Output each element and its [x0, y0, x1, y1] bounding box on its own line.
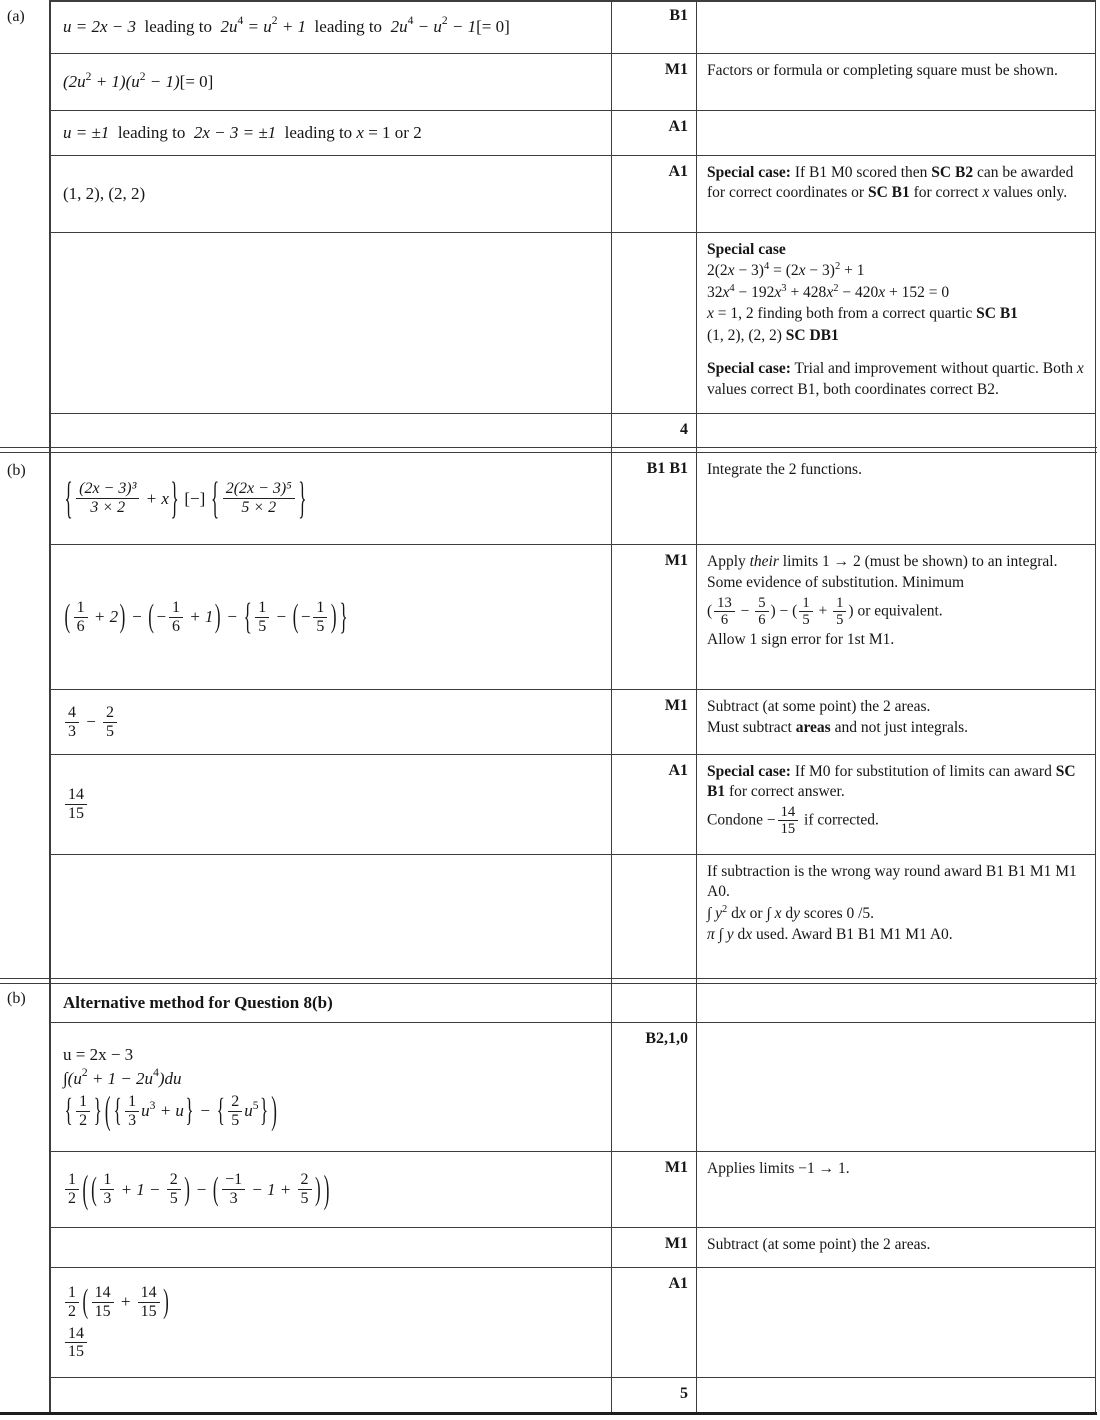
math-line: u = ±1 leading to 2x − 3 = ±1 leading to x = 1 or 2 [63, 123, 422, 142]
marks-cell: B2,1,0 [645, 1030, 688, 1047]
working-cell [50, 233, 612, 413]
marks-column-line [611, 0, 612, 1415]
math-line: $32x^4 - 192x^3 + 428x^2 - 420x + 152 = 0$ [707, 282, 950, 301]
marks-cell: A1 [668, 118, 688, 135]
label-column-line [49, 0, 50, 1415]
notes-cell [697, 1023, 1096, 1151]
notes-cell [697, 545, 1096, 689]
math-line: Special case: If B1 M0 scored then SC B2 can be awarded for correct coordinates or SC B1 for correct x values only. [707, 164, 1074, 202]
table-top-border [50, 0, 1096, 2]
marks-cell [612, 855, 697, 978]
table-row [50, 755, 1096, 855]
working-cell [50, 755, 612, 854]
math-line: $\frac{1}{2}$ ( $\frac{14}{15}$ + $\frac{14}{15}$ ) [63, 1284, 170, 1321]
math-line: (2u 2 + 1)(u 2 − 1) [= 0] [63, 69, 214, 91]
notes-cell [697, 0, 1096, 53]
math-line: Subtract (at some point) the 2 areas. [707, 698, 931, 715]
working-cell [50, 414, 612, 447]
table-row [50, 0, 1096, 54]
math-line: $\frac{14}{15}$ [63, 786, 89, 823]
working-cell [50, 1378, 612, 1415]
alt-method-title-row [50, 984, 1096, 1023]
notes-cell [697, 855, 1096, 978]
math-line: Special case: Trial and improvement without quartic. Both x values correct B1, both coordinates correct B2. [707, 360, 1084, 398]
notes-cell [697, 414, 1096, 447]
part-label-b-alt: (b) [7, 990, 26, 1007]
working-cell [50, 156, 612, 232]
table-row [50, 111, 1096, 156]
working-cell [50, 453, 612, 544]
math-line: Alternative method for Question 8(b) [63, 993, 333, 1012]
table-row [50, 1228, 1096, 1268]
working-cell [50, 545, 612, 689]
marks-cell: A1 [668, 1275, 688, 1292]
math-line [707, 347, 1084, 358]
math-line: { $\frac{\text{(2x − 3)³}}{3 \times 2}$ + x } [−] { $\frac{\text{2(2x − 3)⁵}}{5 \times 2}$ } [64, 473, 307, 523]
section-total-row [50, 1378, 1096, 1415]
table-bottom-border [0, 1412, 1097, 1415]
marks-cell: M1 [664, 1235, 688, 1252]
table-row [50, 855, 1096, 978]
math-line: $\frac{14}{15}$ [63, 1325, 89, 1362]
marks-cell: M1 [664, 552, 688, 569]
marks-cell [612, 984, 697, 1022]
math-line: Some evidence of substitution. Minimum [707, 574, 965, 592]
working-cell [50, 855, 612, 978]
working-cell [50, 0, 612, 53]
notes-cell [697, 755, 1096, 854]
math-line: Integrate the 2 functions. [707, 461, 862, 478]
working-cell [50, 1023, 612, 1151]
math-line: (1, 2), (2, 2) SC DB1 [707, 326, 839, 344]
alt-method-title [50, 984, 612, 1022]
math-line: $\frac{1}{2}$ ( ( $\frac{1}{3}$ + 1 − $\frac{2}{5}$ ) − ( $\frac{-1}{3}$ − 1 + $\frac{2}{5}$ ) ) [63, 1171, 331, 1208]
table-row [50, 1023, 1096, 1152]
table-row [50, 54, 1096, 111]
notes-cell [697, 156, 1096, 232]
marks-cell: M1 [664, 61, 688, 78]
part-label-b: (b) [7, 462, 26, 479]
section-total: 4 [680, 421, 688, 438]
notes-cell [697, 690, 1096, 754]
math-line: ∫ $y^2$ dx or ∫ x dy scores 0 /5. [707, 903, 875, 922]
math-line: Apply their limits 1 → 2 (must be shown) to an integral. [707, 553, 1058, 570]
marks-cell: B1 [669, 7, 688, 24]
math-line: { $\frac{1}{2}$ } ( { $\frac{1}{3}$ u 3 + u } − { $\frac{2}{5}$ u 5 } ) [64, 1088, 277, 1133]
working-cell [50, 111, 612, 155]
math-line: Applies limits −1 → 1. [707, 1160, 850, 1177]
math-line: π ∫ y dx used. Award B1 B1 M1 M1 A0. [707, 926, 953, 944]
math-line: (1, 2), (2, 2) [63, 184, 146, 203]
notes-cell [697, 984, 1096, 1022]
notes-cell [697, 233, 1096, 413]
section-total-row [50, 414, 1096, 447]
math-line: If subtraction is the wrong way round award B1 B1 M1 M1 A0. [707, 863, 1077, 901]
table-right-border [1095, 0, 1096, 1415]
table-row [50, 233, 1096, 414]
marks-cell: A1 [668, 762, 688, 779]
notes-cell [697, 1228, 1096, 1267]
table-row [50, 545, 1096, 690]
notes-cell [697, 111, 1096, 155]
working-cell [50, 690, 612, 754]
marks-cell: M1 [664, 1159, 688, 1176]
notes-column-line [696, 0, 697, 1415]
math-line: Subtract (at some point) the 2 areas. [707, 1236, 931, 1253]
math-line: ( $\frac{13}{6}$ − $\frac{5}{6}$ ) − ( $\frac{1}{5}$ + $\frac{1}{5}$ ) or equivalent. [707, 594, 943, 629]
math-line: ( $\frac{1}{6}$ + 2 ) − ( − $\frac{1}{6}$ + 1 ) − { $\frac{1}{5}$ − ( − $\frac{1}{5}$ ) } [64, 595, 348, 638]
math-line: u = 2x − 3 leading to 2u 4 = u 2 + 1 leading to 2u 4 − u 2 − 1 [= 0] [63, 14, 510, 36]
notes-cell [697, 453, 1096, 544]
marks-cell: A1 [668, 163, 688, 180]
math-line: $2(2x - 3)^4 = (2x - 3)^2 + 1$ [707, 261, 865, 280]
table-row [50, 1268, 1096, 1378]
table-row [50, 156, 1096, 233]
table-row [50, 1152, 1096, 1228]
notes-cell [697, 1268, 1096, 1377]
notes-cell [697, 54, 1096, 110]
notes-cell [697, 1378, 1096, 1415]
math-line: u = 2x − 3 [63, 1044, 134, 1064]
math-line: Condone − $\frac{14}{15}$ if corrected. [707, 803, 879, 838]
math-line: Factors or formula or completing square must be shown. [707, 62, 1058, 79]
working-cell [50, 54, 612, 110]
table-row [50, 453, 1096, 545]
working-cell [50, 1268, 612, 1377]
working-cell [50, 1228, 612, 1267]
working-cell [50, 1152, 612, 1227]
section-total: 5 [680, 1385, 688, 1402]
math-line: ∫(u 2 + 1 − 2u 4 )du [63, 1066, 182, 1088]
part-label-a: (a) [7, 8, 25, 25]
marks-cell: M1 [664, 697, 688, 714]
math-line: $\frac{4}{3}$ − $\frac{2}{5}$ [63, 704, 119, 741]
math-line: Must subtract areas and not just integrals. [707, 719, 969, 737]
math-line: x = 1, 2 finding both from a correct quartic SC B1 [707, 305, 1018, 323]
math-line: Allow 1 sign error for 1st M1. [707, 630, 895, 648]
table-row [50, 690, 1096, 755]
notes-cell [697, 1152, 1096, 1227]
marks-cell: B1 B1 [646, 460, 688, 477]
math-line: Special case [707, 241, 786, 258]
math-line: Special case: If M0 for substitution of limits can award SC B1 for correct answer. [707, 763, 1076, 801]
marks-cell [612, 233, 697, 413]
